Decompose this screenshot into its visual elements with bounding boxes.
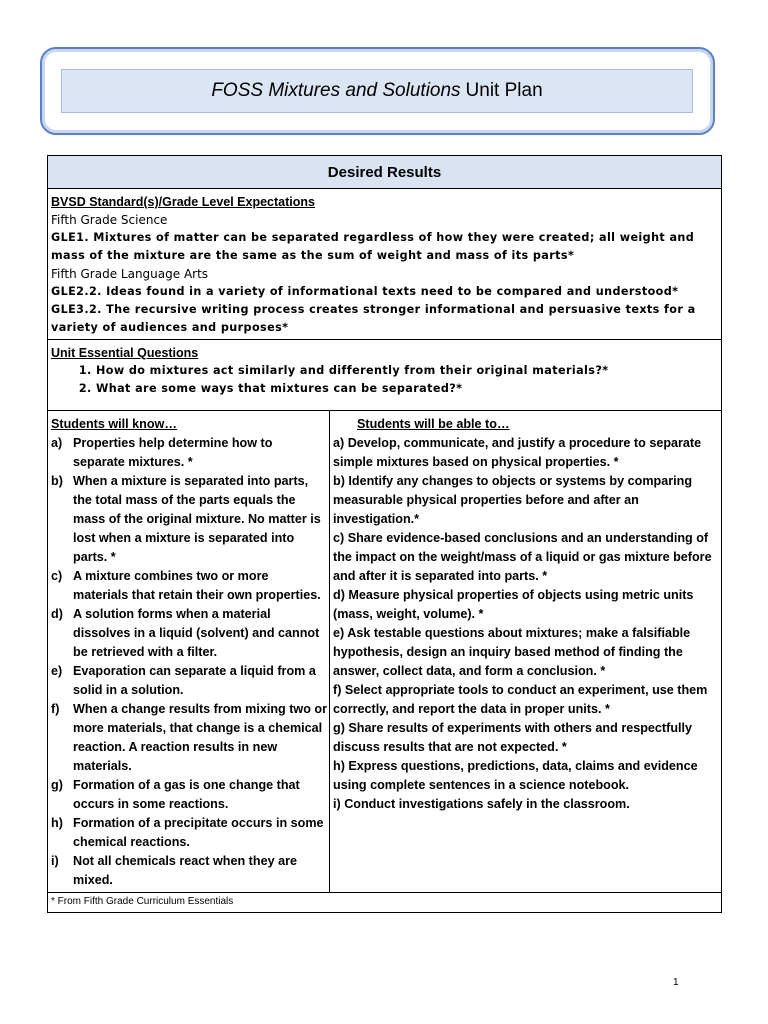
list-item: i) Not all chemicals react when they are mixed.	[51, 854, 297, 887]
footnote: * From Fifth Grade Curriculum Essentials	[48, 893, 722, 913]
students-will-be-able-to-column	[330, 411, 722, 893]
page-title	[61, 69, 693, 113]
desired-results-header: Desired Results	[48, 156, 722, 189]
title-italic: FOSS Mixtures and Solutions	[211, 80, 461, 101]
list-item: g) Share results of experiments with others and respectfully discuss results that are not expected. *	[333, 721, 693, 754]
list-item: e) Evaporation can separate a liquid from a solid in a solution.	[51, 664, 316, 697]
title-frame	[40, 47, 715, 135]
standards-section	[48, 189, 722, 340]
standards-heading: BVSD Standard(s)/Grade Level Expectations	[51, 195, 315, 209]
list-item: g) Formation of a gas is one change that occurs in some reactions.	[51, 778, 300, 811]
list-item: d) A solution forms when a material dissolves in a liquid (solvent) and cannot be retrieved with a filter.	[51, 607, 320, 659]
list-item: b) Identify any changes to objects or systems by comparing measurable physical properties before and after an investigation.*	[333, 474, 693, 526]
title-rest: Unit Plan	[465, 80, 543, 101]
list-item: e) Ask testable questions about mixtures; make a falsifiable hypothesis, design an inquiry based method of finding the answer, collect data, and form a conclusion. *	[333, 626, 691, 678]
list-item: b) When a mixture is separated into parts, the total mass of the parts equals the mass of the original mixture. No matter is lost when a mixture is separated into parts. *	[51, 474, 321, 564]
students-will-know-column	[48, 411, 330, 893]
language-arts-label: Fifth Grade Language Arts	[51, 267, 209, 281]
essential-questions-section	[48, 340, 722, 411]
page-number: 1	[673, 977, 679, 988]
unit-plan-table	[47, 155, 722, 913]
list-item: c) Share evidence-based conclusions and an understanding of the impact on the weight/mass of a liquid or gas mixture before and after it is separated into parts. *	[333, 531, 712, 583]
list-item: f) When a change results from mixing two or more materials, that change is a chemical reaction. A reaction results in new materials.	[51, 702, 328, 773]
essential-questions-list	[51, 362, 718, 398]
list-item: h) Express questions, predictions, data, claims and evidence using complete sentences in a science notebook.	[333, 759, 698, 792]
gle2-2-text: GLE2.2. Ideas found in a variety of informational texts need to be compared and understood*	[51, 285, 679, 298]
question-item: 1. How do mixtures act similarly and differently from their original materials?*	[96, 362, 718, 380]
list-item: a) Develop, communicate, and justify a procedure to separate simple mixtures based on physical properties. *	[333, 436, 702, 469]
list-item: i) Conduct investigations safely in the classroom.	[333, 797, 630, 811]
essential-questions-heading: Unit Essential Questions	[51, 346, 199, 360]
list-item: a) Properties help determine how to separate mixtures. *	[51, 436, 273, 469]
able-heading: Students will be able to…	[357, 417, 510, 431]
gle1-text: GLE1. Mixtures of matter can be separated regardless of how they were created; all weight and mass of the mixture are the same as the sum of weight and mass of its parts*	[51, 231, 695, 262]
list-item: d) Measure physical properties of objects using metric units (mass, weight, volume). *	[333, 588, 694, 621]
science-label: Fifth Grade Science	[51, 213, 168, 227]
list-item: f) Select appropriate tools to conduct an experiment, use them correctly, and report the data in proper units. *	[333, 683, 708, 716]
know-heading: Students will know…	[51, 417, 177, 431]
list-item: c) A mixture combines two or more materials that retain their own properties.	[51, 569, 321, 602]
list-item: h) Formation of a precipitate occurs in some chemical reactions.	[51, 816, 324, 849]
question-item: 2. What are some ways that mixtures can be separated?*	[96, 380, 718, 398]
gle3-2-text: GLE3.2. The recursive writing process creates stronger informational and persuasive texts for a variety of audiences and purposes*	[51, 303, 696, 334]
